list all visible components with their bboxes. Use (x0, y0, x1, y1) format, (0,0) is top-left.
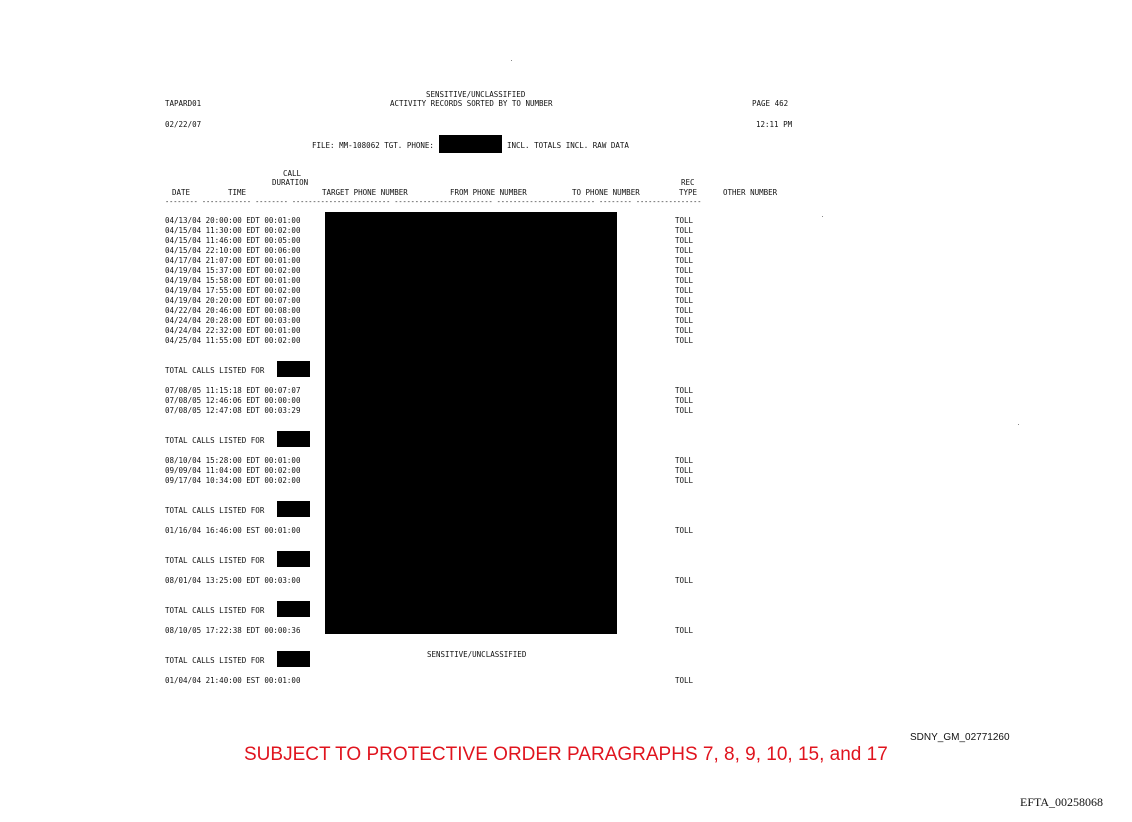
file-line-suffix: INCL. TOTALS INCL. RAW DATA (507, 141, 629, 150)
redaction-target-phone (439, 135, 502, 153)
record-type: TOLL (675, 226, 694, 235)
redaction-total-count (277, 361, 310, 377)
report-id: TAPARD01 (165, 99, 202, 108)
record-type: TOLL (675, 266, 694, 275)
redaction-total-count (277, 651, 310, 667)
page-number: PAGE 462 (752, 99, 789, 108)
record-type: TOLL (675, 396, 694, 405)
record-row: 04/15/04 11:46:00 EDT 00:05:00 (165, 236, 301, 245)
file-line-prefix: FILE: MM-108062 TGT. PHONE: (312, 141, 434, 150)
record-row: 04/22/04 20:46:00 EDT 00:08:00 (165, 306, 301, 315)
record-row: 04/19/04 17:55:00 EDT 00:02:00 (165, 286, 301, 295)
record-row: 08/10/05 17:22:38 EDT 00:00:36 (165, 626, 301, 635)
record-type: TOLL (675, 296, 694, 305)
total-calls-line: TOTAL CALLS LISTED FOR (165, 656, 265, 665)
redaction-total-count (277, 501, 310, 517)
record-type: TOLL (675, 466, 694, 475)
record-type: TOLL (675, 406, 694, 415)
record-type: TOLL (675, 326, 694, 335)
record-row: 07/08/05 11:15:18 EDT 00:07:07 (165, 386, 301, 395)
scan-speck (822, 216, 823, 217)
scan-speck (511, 60, 512, 61)
record-row: 01/16/04 16:46:00 EST 00:01:00 (165, 526, 301, 535)
total-calls-line: TOTAL CALLS LISTED FOR (165, 436, 265, 445)
record-type: TOLL (675, 576, 694, 585)
redaction-total-count (277, 601, 310, 617)
record-row: 04/15/04 11:30:00 EDT 00:02:00 (165, 226, 301, 235)
record-type: TOLL (675, 456, 694, 465)
record-row: 08/01/04 13:25:00 EDT 00:03:00 (165, 576, 301, 585)
record-row: 04/24/04 22:32:00 EDT 00:01:00 (165, 326, 301, 335)
record-type: TOLL (675, 316, 694, 325)
total-calls-line: TOTAL CALLS LISTED FOR (165, 506, 265, 515)
header-rule: -------- ------------ -------- ------------------------ ------------------------ ------------------------ -------- ---------------- (165, 198, 702, 206)
total-calls-line: TOTAL CALLS LISTED FOR (165, 366, 265, 375)
classification-top: SENSITIVE/UNCLASSIFIED (426, 90, 526, 99)
record-type: TOLL (675, 336, 694, 345)
record-row: 04/24/04 20:28:00 EDT 00:03:00 (165, 316, 301, 325)
col-call: CALL (283, 169, 302, 178)
record-type: TOLL (675, 276, 694, 285)
col-other-number: OTHER NUMBER (723, 188, 778, 197)
report-date: 02/22/07 (165, 120, 202, 129)
col-type: TYPE (679, 188, 698, 197)
col-from-phone: FROM PHONE NUMBER (450, 188, 527, 197)
record-type: TOLL (675, 386, 694, 395)
scan-speck (1018, 424, 1019, 425)
record-type: TOLL (675, 526, 694, 535)
record-type: TOLL (675, 216, 694, 225)
record-row: 04/19/04 15:58:00 EDT 00:01:00 (165, 276, 301, 285)
record-row: 04/19/04 20:20:00 EDT 00:07:00 (165, 296, 301, 305)
total-calls-line: TOTAL CALLS LISTED FOR (165, 606, 265, 615)
record-row: 01/04/04 21:40:00 EST 00:01:00 (165, 676, 301, 685)
report-time: 12:11 PM (756, 120, 793, 129)
record-type: TOLL (675, 676, 694, 685)
bates-efta: EFTA_00258068 (1020, 795, 1104, 809)
record-type: TOLL (675, 286, 694, 295)
col-duration: DURATION (272, 178, 309, 187)
redaction-total-count (277, 431, 310, 447)
col-to-phone: TO PHONE NUMBER (572, 188, 640, 197)
record-row: 09/17/04 10:34:00 EDT 00:02:00 (165, 476, 301, 485)
bates-sdny: SDNY_GM_02771260 (910, 732, 1010, 743)
total-calls-line: TOTAL CALLS LISTED FOR (165, 556, 265, 565)
record-type: TOLL (675, 246, 694, 255)
col-rec: REC (681, 178, 695, 187)
redaction-phone-columns (325, 212, 617, 634)
record-row: 07/08/05 12:46:06 EDT 00:00:00 (165, 396, 301, 405)
record-row: 04/17/04 21:07:00 EDT 00:01:00 (165, 256, 301, 265)
col-time: TIME (228, 188, 247, 197)
report-title: ACTIVITY RECORDS SORTED BY TO NUMBER (390, 99, 553, 108)
record-row: 08/10/04 15:28:00 EDT 00:01:00 (165, 456, 301, 465)
record-type: TOLL (675, 256, 694, 265)
record-type: TOLL (675, 626, 694, 635)
record-type: TOLL (675, 236, 694, 245)
col-date: DATE (172, 188, 191, 197)
record-row: 04/13/04 20:00:00 EDT 00:01:00 (165, 216, 301, 225)
record-row: 09/09/04 11:04:00 EDT 00:02:00 (165, 466, 301, 475)
record-row: 04/19/04 15:37:00 EDT 00:02:00 (165, 266, 301, 275)
classification-bottom: SENSITIVE/UNCLASSIFIED (427, 650, 527, 659)
record-row: 07/08/05 12:47:08 EDT 00:03:29 (165, 406, 301, 415)
col-target-phone: TARGET PHONE NUMBER (322, 188, 408, 197)
record-row: 04/25/04 11:55:00 EDT 00:02:00 (165, 336, 301, 345)
protective-order-notice: SUBJECT TO PROTECTIVE ORDER PARAGRAPHS 7, 8, 9, 10, 15, and 17 (244, 744, 888, 765)
record-type: TOLL (675, 476, 694, 485)
record-row: 04/15/04 22:10:00 EDT 00:06:00 (165, 246, 301, 255)
redaction-total-count (277, 551, 310, 567)
record-type: TOLL (675, 306, 694, 315)
